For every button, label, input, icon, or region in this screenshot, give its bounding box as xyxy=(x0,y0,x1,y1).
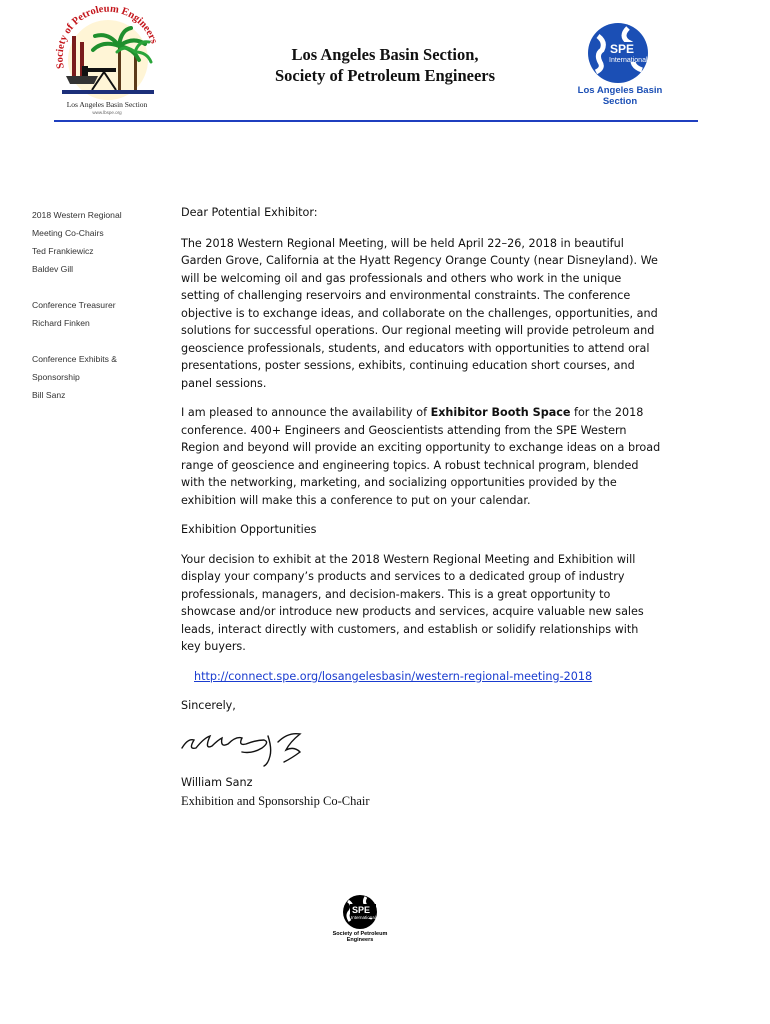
paragraph-1: The 2018 Western Regional Meeting, will be held April 22–26, 2018 in beautiful Garden Grove, California at the Hyatt Regency Orange County (near Disneyland). We will be welcoming oil and gas professionals and others who work in the unique setting of challenging reservoirs and environmental constraints. The conference objective is to exchange ideas, and collaborate on the challenges, opportunities, and solutions for successful operations. Our regional meeting will provide petroleum and geoscience professionals, students, and educators with opportunities to attend oral presentations, poster sessions, exhibits, continuing education short courses, and panel sessions. xyxy=(181,236,658,390)
greeting: Dear Potential Exhibitor: xyxy=(181,206,318,219)
sidebar-line: Meeting Co-Chairs xyxy=(32,228,104,238)
signature-image xyxy=(178,722,338,770)
paragraph-2-end: for the 2018 conference. 400+ Engineers and Geoscientists attending from the SPE Western Region and beyond will provide an exciting opportunity to exchange ideas on a broad range of geoscience and engineering topics. A robust technical program, blended with the networking, marketing, and socializing opportunities provided by the exhibition will make this a conference to put on your calendar. xyxy=(181,406,661,507)
letterhead-title-line2: Society of Petroleum Engineers xyxy=(274,66,496,85)
spe-international-logo xyxy=(560,22,680,107)
sidebar-line: Sponsorship xyxy=(32,372,80,382)
sidebar-line: Conference Exhibits & xyxy=(32,354,118,364)
globe-icon xyxy=(560,22,680,84)
section-heading: Exhibition Opportunities xyxy=(181,523,317,536)
right-logo-caption: Los Angeles Basin Section xyxy=(577,85,663,107)
sidebar-line: Ted Frankiewicz xyxy=(32,246,94,256)
paragraph-2-start: I am pleased to announce the availability of xyxy=(181,406,431,419)
footer-logo-spe: SPE xyxy=(352,905,371,915)
left-logo-website: www.lbspe.org xyxy=(92,110,122,115)
right-logo-intl: International xyxy=(609,57,648,64)
sidebar-line: Conference Treasurer xyxy=(32,300,116,310)
closing: Sincerely, xyxy=(181,699,236,712)
sidebar-line: Richard Finken xyxy=(32,318,90,328)
footer-spe-logo xyxy=(320,893,400,943)
letterhead-title-line1: Los Angeles Basin Section, xyxy=(291,45,479,64)
paragraph-2 xyxy=(181,404,661,509)
committee-sidebar xyxy=(32,206,172,404)
sidebar-line: 2018 Western Regional xyxy=(32,210,122,220)
right-logo-spe: SPE xyxy=(610,42,635,56)
left-logo-arc-text: Society of Petroleum Engineers xyxy=(54,6,160,70)
signer-name: William Sanz xyxy=(181,776,253,789)
sidebar-gap xyxy=(32,278,172,296)
letter-body xyxy=(181,204,661,725)
header-divider xyxy=(54,120,698,122)
sidebar-gap xyxy=(32,332,172,350)
exhibitor-booth-emphasis: Exhibitor Booth Space xyxy=(430,406,571,419)
link-container xyxy=(181,668,661,686)
left-logo-caption: Los Angeles Basin Section xyxy=(66,100,148,109)
footer-logo-caption: Society of Petroleum Engineers xyxy=(332,931,388,943)
sidebar-line: Bill Sanz xyxy=(32,390,66,400)
paragraph-3: Your decision to exhibit at the 2018 Western Regional Meeting and Exhibition will display your company’s products and services to a dedicated group of industry professionals, managers, and decision-makers. This is a great opportunity to showcase and/or introduce new products and services, acquire valuable new sales leads, interact directly with customers, and establish or solidify relationships with key buyers. xyxy=(181,552,644,653)
meeting-link[interactable]: http://connect.spe.org/losangelesbasin/western-regional-meeting-2018 xyxy=(194,669,593,683)
sidebar-line: Baldev Gill xyxy=(32,264,74,274)
footer-logo-intl: International xyxy=(351,915,376,920)
signature-icon xyxy=(178,722,338,770)
signer-role: Exhibition and Sponsorship Co-Chair xyxy=(181,794,370,808)
footer-globe-icon xyxy=(320,893,400,931)
